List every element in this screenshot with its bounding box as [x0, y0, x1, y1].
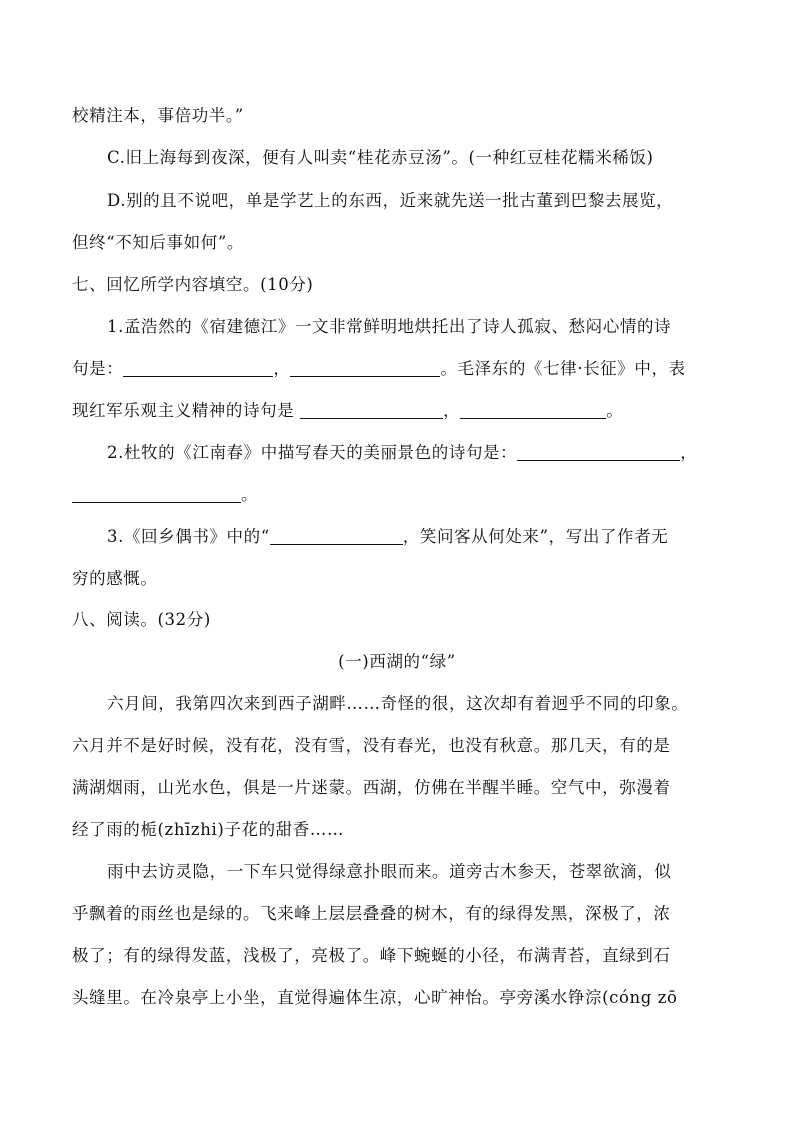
passage-paragraph-2-line-3: 极了；有的绿得发蓝，浅极了，亮极了。峰下蜿蜒的小径，布满青苔，直绿到石 [72, 946, 671, 965]
question-1-prompt-text: 句是： [72, 359, 124, 378]
question-1-line-3 [72, 399, 726, 423]
text-line-option-b-end: 校精注本，事倍功半。” [72, 106, 244, 125]
passage-paragraph-1-line-1: 六月间，我第四次来到西子湖畔……奇怪的很，这次却有着迥乎不同的印象。 [107, 694, 689, 713]
question-3-line-2: 穷的感慨。 [72, 569, 158, 588]
question-3-prompt-text: 3.《回乡偶书》中的“ [107, 527, 270, 546]
question-2-line-1 [107, 441, 726, 465]
comma-text: ， [680, 443, 698, 462]
passage-paragraph-2-line-1: 雨中去访灵隐，一下车只觉得绿意扑眼而来。道旁古木参天，苍翠欲滴，似 [107, 862, 672, 881]
question-3-continuation-text: ，笑问客从何处来”，写出了作者无 [402, 527, 669, 546]
passage-paragraph-2-line-4: 头缝里。在冷泉亭上小坐，直觉得遍体生凉，心旷神怡。亭旁溪水铮淙(cóng zō [72, 988, 678, 1007]
section-8-heading: 八、阅读。(32分) [72, 610, 211, 629]
answer-blank-5[interactable] [517, 446, 680, 461]
answer-blank-6[interactable] [72, 488, 241, 503]
question-2-line-2 [72, 483, 726, 507]
passage-paragraph-2-line-2: 乎飘着的雨丝也是绿的。飞来峰上层层叠叠的树木，有的绿得发黑，深极了，浓 [72, 904, 671, 923]
question-1-line-1: 1.孟浩然的《宿建德江》一文非常鲜明地烘托出了诗人孤寂、愁闷心情的诗 [107, 317, 672, 336]
answer-blank-1[interactable] [123, 362, 273, 377]
answer-blank-7[interactable] [270, 530, 403, 545]
passage-paragraph-1-line-4: 经了雨的栀(zhīzhi)子花的甜香…… [72, 820, 345, 839]
passage-paragraph-1-line-2: 六月并不是好时候，没有花，没有雪，没有春光，也没有秋意。那几天，有的是 [72, 736, 671, 755]
question-2-prompt-text: 2.杜牧的《江南春》中描写春天的美丽景色的诗句是： [107, 443, 518, 462]
period-text: 。 [241, 485, 259, 504]
passage-paragraph-1-line-3: 满湖烟雨，山光水色，俱是一片迷蒙。西湖，仿佛在半醒半睡。空气中，弥漫着 [72, 778, 671, 797]
text-line-option-d-end: 但终“不知后事如何”。 [72, 233, 244, 252]
answer-blank-4[interactable] [460, 404, 606, 419]
comma-text: ， [443, 401, 461, 420]
answer-blank-3[interactable] [300, 404, 443, 419]
period-text: 。 [606, 401, 624, 420]
section-7-heading: 七、回忆所学内容填空。(10分) [72, 275, 314, 294]
question-1-prompt-text-2: 现红军乐观主义精神的诗句是 [72, 401, 301, 420]
answer-blank-2[interactable] [290, 362, 440, 377]
question-3-line-1 [107, 525, 726, 549]
comma-text: ， [273, 359, 291, 378]
text-line-option-c: C.旧上海每到夜深，便有人叫卖“桂花赤豆汤”。(一种红豆桂花糯米稀饭) [107, 148, 654, 167]
question-1-line-2 [72, 357, 726, 381]
question-1-continuation-text: 。毛泽东的《七律·长征》中，表 [440, 359, 686, 378]
text-line-option-d: D.别的且不说吧，单是学艺上的东西，近来就先送一批古董到巴黎去展览， [107, 191, 674, 210]
passage-title: (一)西湖的“绿” [338, 652, 456, 671]
